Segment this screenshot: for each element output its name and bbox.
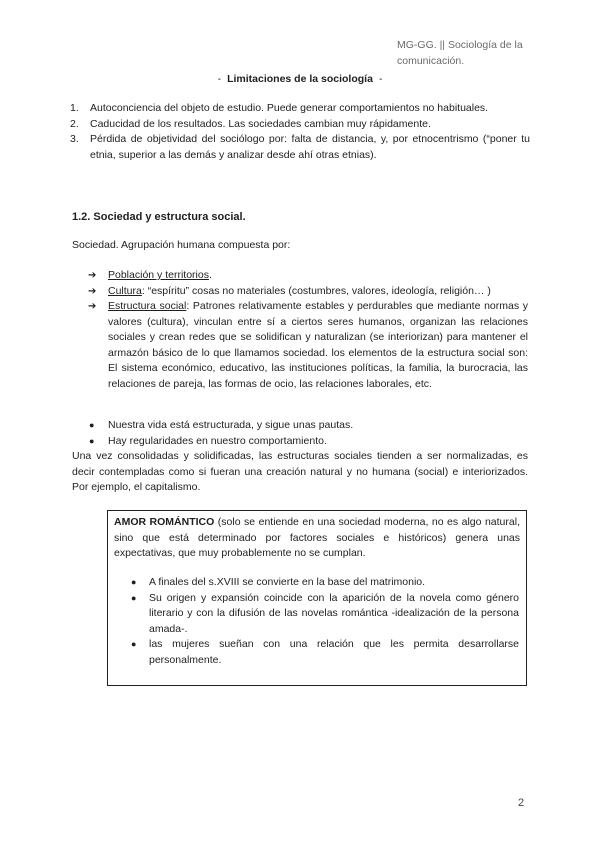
box-bullets	[131, 575, 519, 668]
list-number: 1.	[70, 102, 79, 114]
limitations-list	[70, 101, 530, 163]
section-title: 1.2. Sociedad y estructura social.	[72, 211, 246, 223]
page-header: MG-GG. || Sociología de la comunicación.	[397, 39, 523, 67]
box-intro	[114, 515, 520, 562]
bullet-icon: ●	[89, 435, 95, 446]
box-description: (solo se entiende en una sociedad moderna, no es algo natural, sino que está determinado por factores sociales e históricos) genera unas expectativas, que muy probablemente no se cumplan.	[114, 516, 520, 559]
arrow-icon: ➔	[88, 285, 97, 297]
page-number: 2	[518, 797, 525, 809]
list-number: 3.	[70, 133, 79, 145]
bullet-icon: ●	[131, 577, 137, 587]
list-item-text: Autoconciencia del objeto de estudio. Puede generar comportamientos no habituales.	[90, 102, 489, 114]
list-item	[131, 637, 519, 668]
arrow-icon: ➔	[88, 270, 97, 281]
society-components-list	[88, 268, 528, 392]
list-item	[88, 299, 528, 392]
intro-text: Sociedad. Agrupación humana compuesta por:	[72, 239, 291, 251]
bullet-icon: ●	[131, 592, 137, 603]
body-paragraph: Una vez consolidadas y solidificadas, las estructuras sociales tienden a ser normalizadas, es decir contempladas como si fueran una creación natural y no humana (social) e interiorizados. Por ejemplo, el capitalismo.	[72, 450, 528, 493]
title-text: Limitaciones de la sociología	[227, 73, 373, 85]
term: Población y territorios	[108, 269, 209, 281]
list-item	[89, 418, 528, 434]
structure-bullets	[89, 418, 528, 449]
list-number: 2.	[70, 117, 79, 130]
list-item-text: las mujeres sueñan con una relación que les permita desarrollarse personalmente.	[149, 638, 519, 666]
list-item	[88, 284, 528, 300]
list-item	[88, 268, 528, 284]
title-dash-right: -	[378, 73, 383, 85]
list-item	[70, 132, 530, 163]
list-item-text: Nuestra vida está estructurada, y sigue unas pautas.	[108, 419, 354, 431]
title-dash-left: -	[217, 73, 222, 85]
list-item-text: A finales del s.XVIII se convierte en la base del matrimonio.	[149, 576, 426, 588]
list-item	[89, 434, 528, 450]
arrow-icon: ➔	[88, 301, 97, 312]
list-item-text: Pérdida de objetividad del sociólogo por: falta de distancia, y, por etnocentrismo (“poner tu etnia, superior a las demás y analizar desde ahí otras etnias).	[90, 133, 530, 161]
term: Cultura	[108, 284, 142, 297]
term-description: : Patrones relativamente estables y perdurables que mediante normas y valores (cultura), vinculan entre sí a ciertos seres humanos, organizan las relaciones sociales y crean redes que se solidifican y naturalizan (se interiorizan) para mantener el armazón básico de lo que llamamos sociedad. los elementos de la estructura social son: El sistema económico, educativo, las instituciones políticas, la familia, la burocracia, las relaciones de pareja, las formas de ocio, las relaciones laborales, etc.	[108, 300, 528, 390]
list-item	[131, 591, 519, 638]
term-description: .	[208, 269, 212, 281]
bullet-icon: ●	[89, 420, 95, 430]
term-description: : “espíritu” cosas no materiales (costumbres, valores, ideología, religión… )	[141, 284, 491, 297]
list-item	[70, 101, 530, 117]
list-item-text: Su origen y expansión coincide con la aparición de la novela como género literario y con la difusión de las novelas romántica -idealización de la persona amada-.	[149, 591, 519, 635]
box-heading: AMOR ROMÁNTICO	[114, 516, 215, 528]
term: Estructura social	[108, 300, 187, 312]
section-heading-limitations	[0, 72, 600, 88]
bullet-icon: ●	[131, 639, 137, 649]
list-item-text: Caducidad de los resultados. Las sociedades cambian muy rápidamente.	[90, 117, 431, 130]
list-item	[131, 575, 519, 591]
list-item-text: Hay regularidades en nuestro comportamiento.	[108, 434, 327, 447]
list-item	[70, 117, 530, 133]
